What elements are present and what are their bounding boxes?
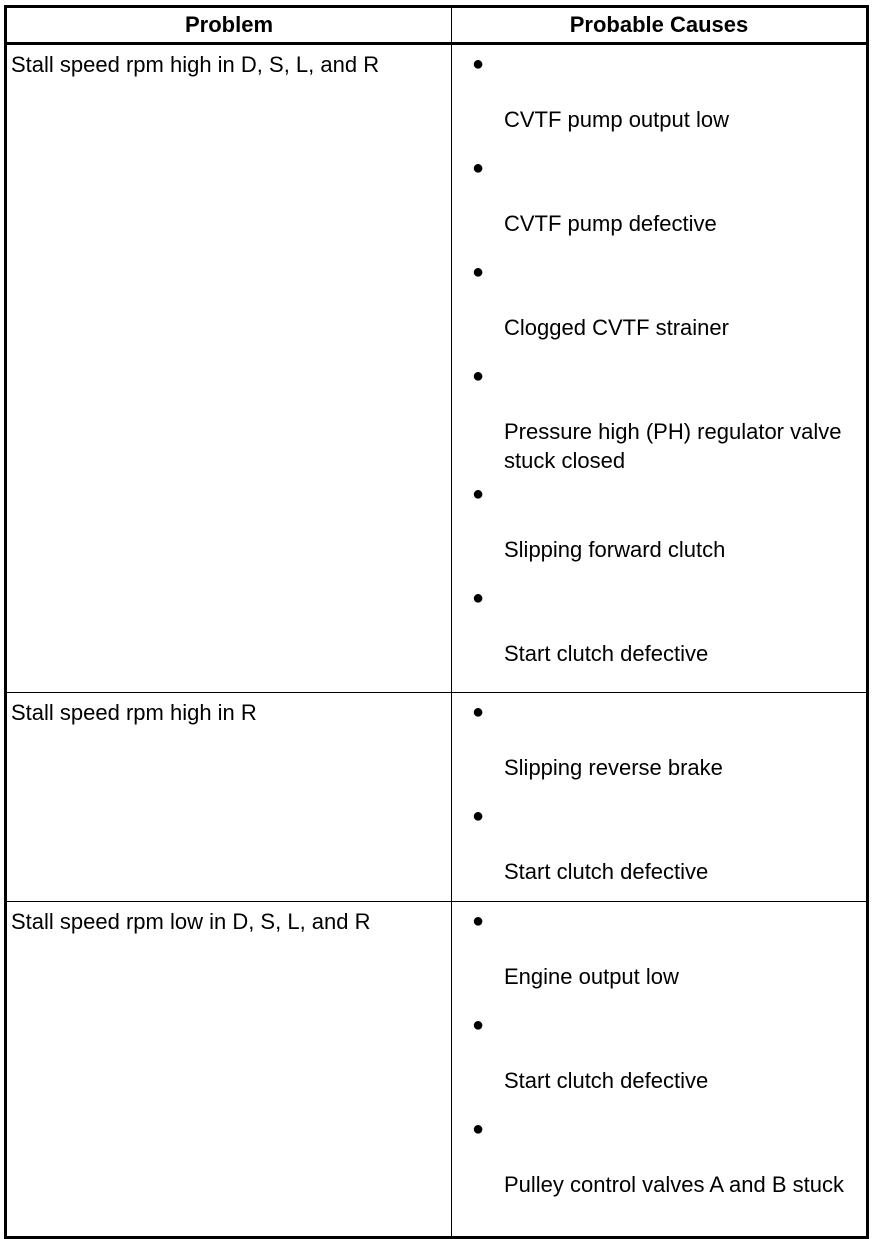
cause-text: CVTF pump output low [504, 107, 729, 132]
cause-text: Clogged CVTF strainer [504, 315, 729, 340]
table-row [6, 44, 868, 693]
cause-text: Start clutch defective [504, 1068, 709, 1093]
causes-cell [452, 902, 868, 1238]
table-row [6, 902, 868, 1238]
causes-list [452, 45, 866, 683]
problem-cell: Stall speed rpm low in D, S, L, and R [6, 902, 452, 1238]
bullet-icon: ● [472, 701, 485, 723]
causes-cell [452, 44, 868, 693]
causes-cell [452, 693, 868, 902]
causes-list [452, 902, 866, 1214]
causes-column-header: Probable Causes [452, 7, 868, 44]
cause-item [452, 475, 866, 579]
cause-text: Start clutch defective [504, 641, 709, 666]
cause-item [452, 797, 866, 901]
cause-text: Start clutch defective [504, 859, 709, 884]
troubleshooting-table [4, 5, 869, 1239]
cause-text: Slipping reverse brake [504, 755, 723, 780]
bullet-icon: ● [472, 1014, 485, 1036]
cause-text: Slipping forward clutch [504, 537, 726, 562]
bullet-icon: ● [472, 483, 485, 505]
bullet-icon: ● [472, 587, 485, 609]
header-row [6, 7, 868, 44]
problem-cell: Stall speed rpm high in D, S, L, and R [6, 44, 452, 693]
problem-column-header: Problem [6, 7, 452, 44]
cause-item [452, 579, 866, 683]
cause-item [452, 149, 866, 253]
cause-item [452, 253, 866, 357]
bullet-icon: ● [472, 261, 485, 283]
table-row [6, 693, 868, 902]
cause-item [452, 902, 866, 1006]
cause-text: Pulley control valves A and B stuck [504, 1172, 844, 1197]
bullet-icon: ● [472, 910, 485, 932]
bullet-icon: ● [472, 1118, 485, 1140]
bullet-icon: ● [472, 805, 485, 827]
bullet-icon: ● [472, 157, 485, 179]
cause-text: Pressure high (PH) regulator valve stuck closed [504, 419, 842, 473]
cause-item [452, 1006, 866, 1110]
cause-item [452, 1110, 866, 1214]
cause-item [452, 45, 866, 149]
cause-text: CVTF pump defective [504, 211, 717, 236]
cause-item [452, 357, 866, 475]
cause-text: Engine output low [504, 964, 679, 989]
problem-cell: Stall speed rpm high in R [6, 693, 452, 902]
bullet-icon: ● [472, 365, 485, 387]
bullet-icon: ● [472, 53, 485, 75]
cause-item [452, 693, 866, 797]
causes-list [452, 693, 866, 901]
